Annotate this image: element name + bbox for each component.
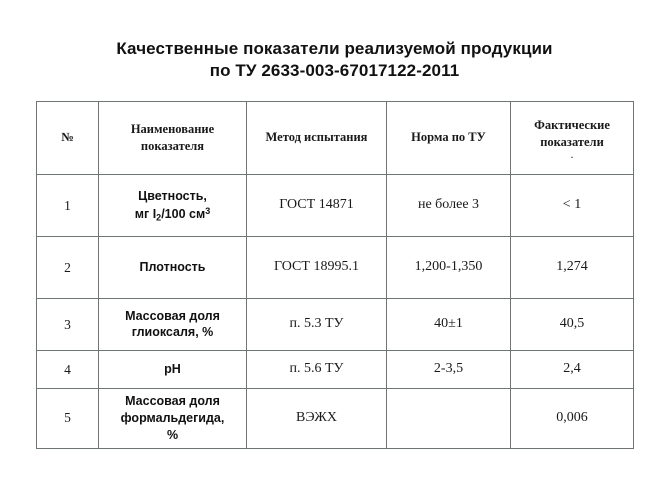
quality-indicators-table-wrapper <box>36 101 633 449</box>
cell-fact: 2,4 <box>511 350 634 388</box>
cell-fact: < 1 <box>511 174 634 236</box>
table-row <box>37 236 634 298</box>
column-header-name-line-2: показателя <box>140 138 205 153</box>
quality-indicators-table <box>36 101 634 449</box>
table-row <box>37 388 634 448</box>
cell-parameter-name <box>99 298 247 350</box>
cell-norm: не более 3 <box>387 174 511 236</box>
cell-parameter-name-line-1: Цветность, <box>138 188 207 203</box>
table-header-row <box>37 101 634 174</box>
cell-parameter-name-line-1: Массовая доля <box>125 393 220 408</box>
cell-number: 2 <box>37 236 99 298</box>
unit-superscript: 3 <box>205 205 211 216</box>
cell-number: 1 <box>37 174 99 236</box>
cell-parameter-name <box>99 388 247 448</box>
cell-norm: 40±1 <box>387 298 511 350</box>
cell-parameter-name-line-2: формальдегида, <box>120 410 225 425</box>
page-title-line-1: Качественные показатели реализуемой продукции <box>116 39 553 58</box>
cell-norm: 1,200-1,350 <box>387 236 511 298</box>
cell-parameter-name: pH <box>99 350 247 388</box>
cell-method: п. 5.6 ТУ <box>247 350 387 388</box>
cell-method: ГОСТ 14871 <box>247 174 387 236</box>
unit-subscript: 2 <box>156 211 162 222</box>
cell-parameter-name-line-2: глиоксаля, % <box>131 325 214 340</box>
cell-fact: 0,006 <box>511 388 634 448</box>
table-header <box>37 101 634 174</box>
cell-method: ВЭЖХ <box>247 388 387 448</box>
page-title <box>0 0 669 83</box>
table-row <box>37 350 634 388</box>
cell-fact: 40,5 <box>511 298 634 350</box>
cell-parameter-name: Плотность <box>99 236 247 298</box>
cell-number: 3 <box>37 298 99 350</box>
column-header-method: Метод испытания <box>247 101 387 174</box>
cell-parameter-name-line-2 <box>135 207 210 221</box>
table-row <box>37 174 634 236</box>
table-row <box>37 298 634 350</box>
cell-parameter-name-line-1: Массовая доля <box>125 308 220 323</box>
column-header-name <box>99 101 247 174</box>
column-header-fact <box>511 101 634 174</box>
unit-middle: /100 см <box>161 206 206 221</box>
column-header-fact-line-2: показатели <box>540 134 604 149</box>
column-header-fact-line-1: Фактические <box>534 118 610 132</box>
cell-fact: 1,274 <box>511 236 634 298</box>
cell-parameter-name <box>99 174 247 236</box>
unit-prefix: мг I <box>134 206 157 221</box>
column-header-norm: Норма по ТУ <box>387 101 511 174</box>
column-header-fact-mark: . <box>570 146 574 161</box>
cell-norm: 2-3,5 <box>387 350 511 388</box>
column-header-number: № <box>37 101 99 174</box>
cell-number: 5 <box>37 388 99 448</box>
cell-parameter-name-line-3: % <box>166 427 179 442</box>
column-header-name-line-1: Наименование <box>130 122 215 136</box>
table-body <box>37 174 634 448</box>
cell-method: ГОСТ 18995.1 <box>247 236 387 298</box>
cell-norm <box>387 388 511 448</box>
cell-number: 4 <box>37 350 99 388</box>
page-title-line-2: по ТУ 2633-003-67017122-2011 <box>209 61 460 81</box>
cell-method: п. 5.3 ТУ <box>247 298 387 350</box>
